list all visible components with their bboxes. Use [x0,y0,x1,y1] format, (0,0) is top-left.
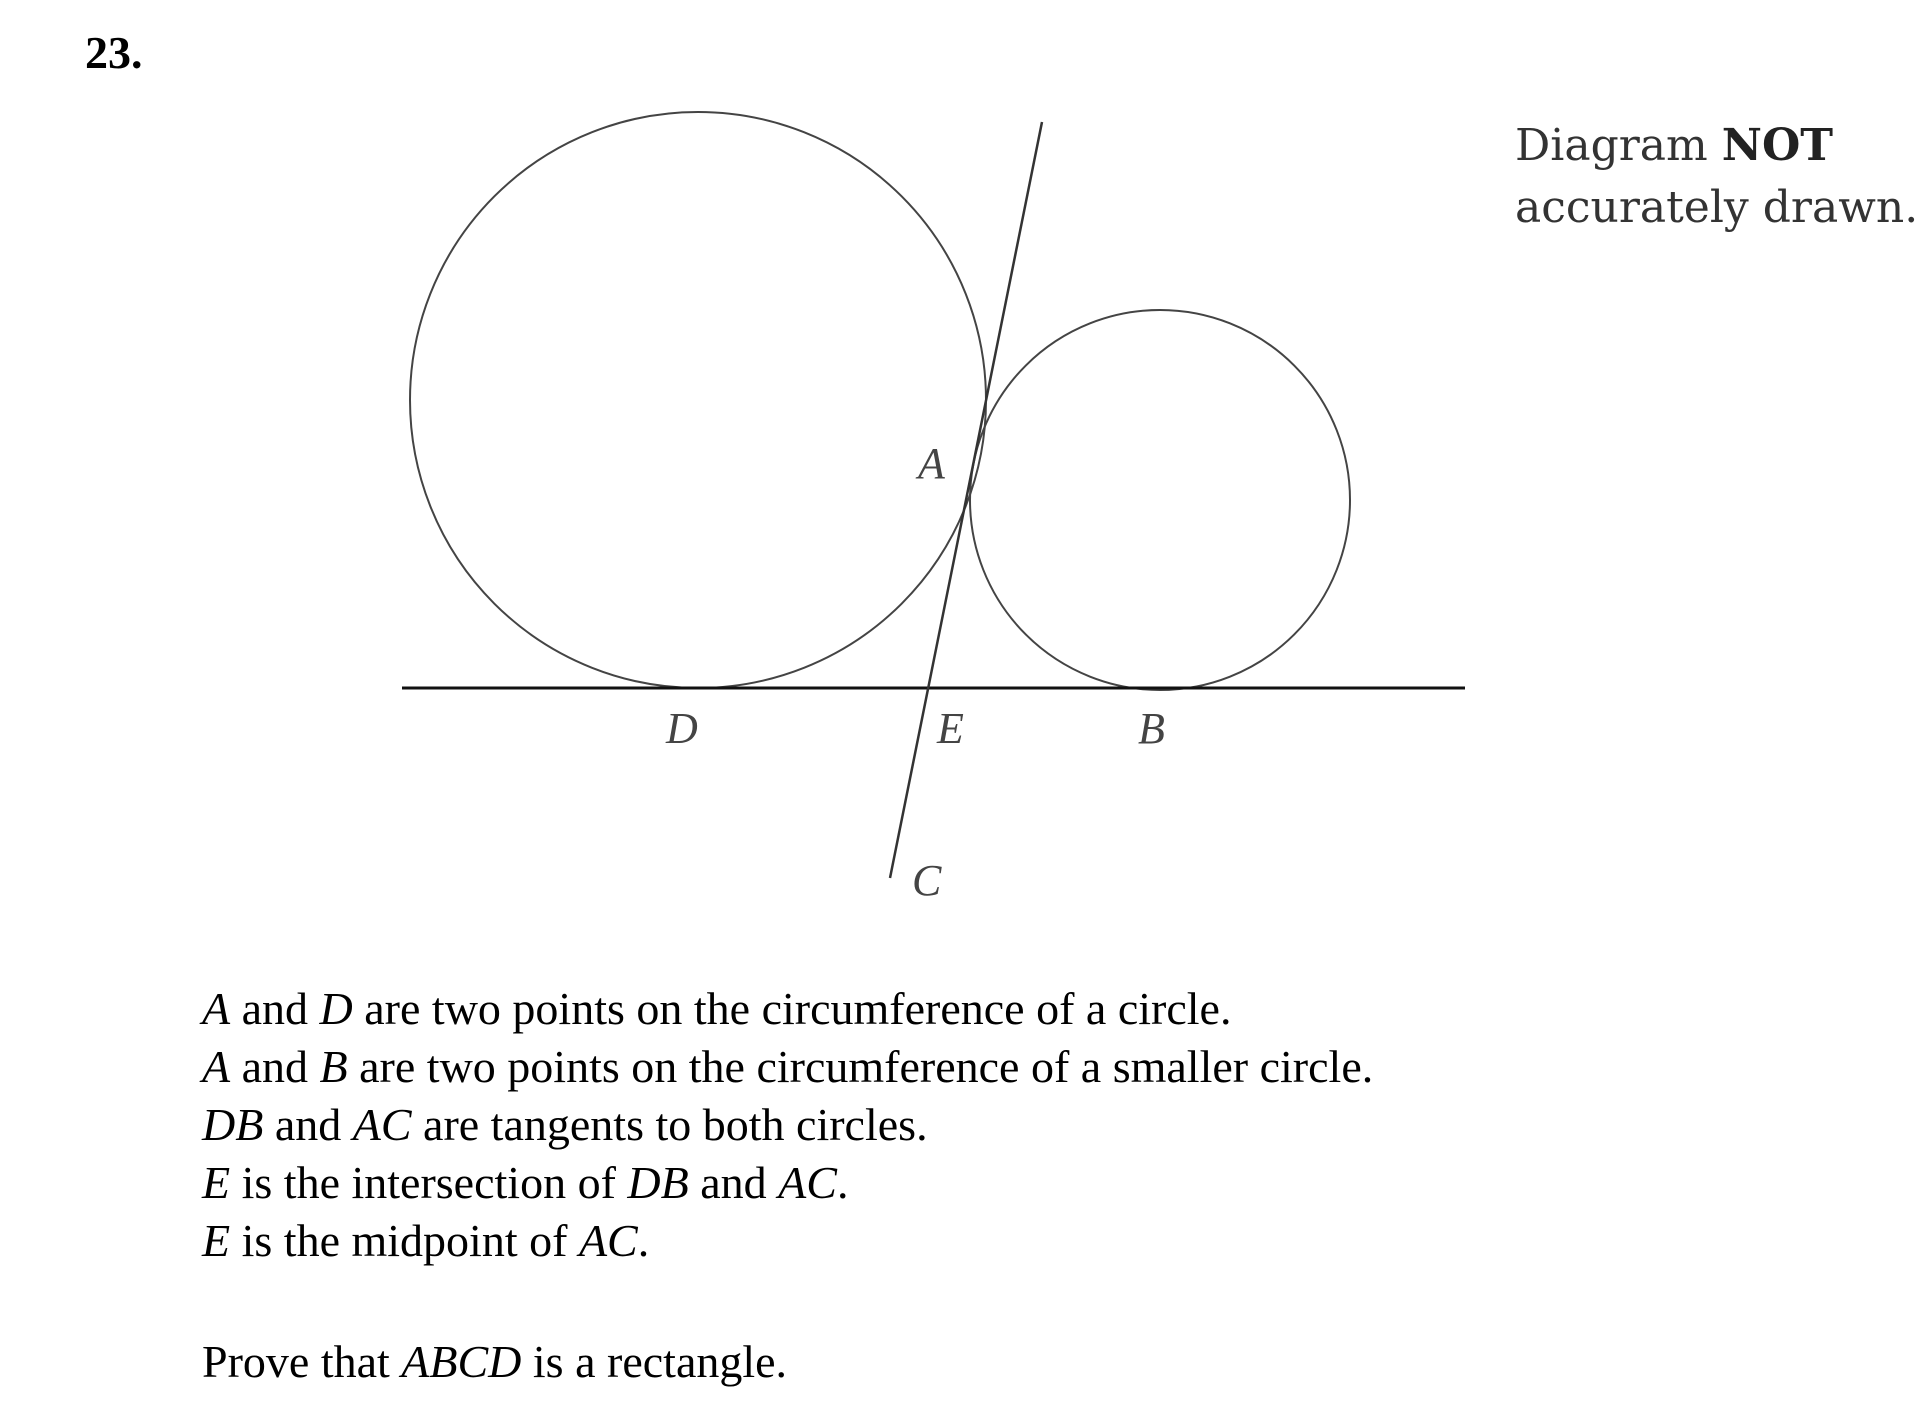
label-c: C [912,856,942,905]
question-number: 23. [85,27,143,78]
diagram-note [1515,115,1918,239]
label-e: E [937,704,964,753]
tangent-line-ac [890,122,1042,878]
note-emphasis: NOT [1721,120,1834,171]
note-line-1: Diagram NOT [1515,120,1834,171]
label-b: B [1138,704,1165,753]
statement-4: E is the intersection of DB and AC. [202,1157,849,1208]
statement-1: A and D are two points on the circumference of a circle. [202,983,1232,1034]
large-circle [410,112,986,688]
statement-2: A and B are two points on the circumference of a smaller circle. [202,1041,1374,1092]
statement-3: DB and AC are tangents to both circles. [202,1099,928,1150]
label-a: A [918,439,945,488]
question-statements [202,980,1373,1270]
prove-instruction: Prove that ABCD is a rectangle. [202,1336,788,1387]
label-d: D [666,704,698,753]
statement-5: E is the midpoint of AC. [202,1215,650,1266]
note-line-2: accurately drawn. [1515,182,1919,233]
small-circle [970,310,1350,690]
